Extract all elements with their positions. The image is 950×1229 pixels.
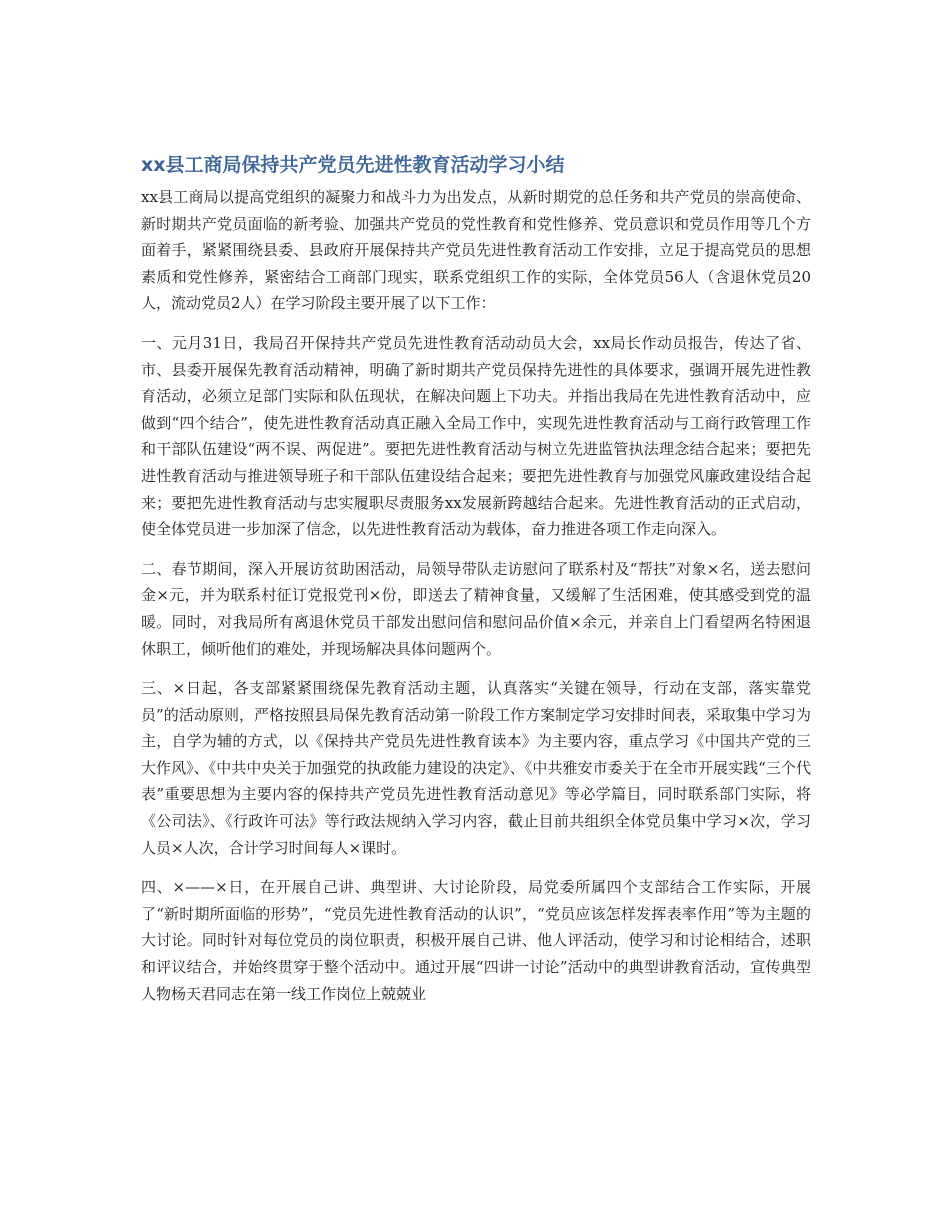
paragraph-section-4: 四、×——×日，在开展自己讲、典型讲、大讨论阶段，局党委所属四个支部结合工作实际，开展了“新时期所面临的形势”，“党员先进性教育活动的认识”，“党员应该怎样发挥表率作用”等为主题的大讨论。同时针对每位党员的岗位职责，积极开展自己讲、他人评活动，使学习和讨论相结合，述职和评议结合，并始终贯穿于整个活动中。通过开展“四讲一讨论”活动中的典型讲教育活动，宣传典型人物杨天君同志在第一线工作岗位上兢兢业 (141, 878, 811, 1003)
paragraph-intro: xx县工商局以提高党组织的凝聚力和战斗力为出发点，从新时期党的总任务和共产党员的崇高使命、新时期共产党员面临的新考验、加强共产党员的党性教育和党性修养、党员意识和党员作用等几个方面着手，紧紧围绕县委、县政府开展保持共产党员先进性教育活动工作安排，立足于提高党员的思想素质和党性修养，紧密结合工商部门现实，联系党组织工作的实际，全体党员56人（含退休党员20人，流动党员2人）在学习阶段主要开展了以下工作： (141, 188, 811, 313)
document-page (141, 150, 811, 1020)
paragraph-section-3: 三、×日起，各支部紧紧围绕保先教育活动主题，认真落实“关键在领导，行动在支部，落实靠党员”的活动原则，严格按照县局保先教育活动第一阶段工作方案制定学习安排时间表，采取集中学习为主，自学为辅的方式，以《保持共产党员先进性教育读本》为主要内容，重点学习《中国共产党的三大作风》、《中共中央关于加强党的执政能力建设的决定》、《中共雅安市委关于在全市开展实践“三个代表”重要思想为主要内容的保持共产党员先进性教育活动意见》等必学篇目，同时联系部门实际，将《公司法》、《行政许可法》等行政法规纳入学习内容，截止目前共组织全体党员集中学习×次，学习人员×人次，合计学习时间每人×课时。 (141, 679, 811, 857)
paragraph-section-2: 二、春节期间，深入开展访贫助困活动，局领导带队走访慰问了联系村及“帮扶”对象×名，送去慰问金×元，并为联系村征订党报党刊×份，即送去了精神食量，又缓解了生活困难，使其感受到党的温暖。同时，对我局所有离退休党员干部发出慰问信和慰问品价值×余元，并亲自上门看望两名特困退休职工，倾听他们的难处，并现场解决具体问题两个。 (141, 559, 811, 658)
document-title: xx县工商局保持共产党员先进性教育活动学习小结 (141, 154, 565, 176)
paragraph-section-1: 一、元月31日，我局召开保持共产党员先进性教育活动动员大会，xx局长作动员报告，传达了省、市、县委开展保先教育活动精神，明确了新时期共产党员保持先进性的具体要求，强调开展先进性教育活动，必须立足部门实际和队伍现状，在解决问题上下功夫。并指出我局在先进性教育活动中，应做到“四个结合”，使先进性教育活动真正融入全局工作中，实现先进性教育活动与工商行政管理工作和干部队伍建设“两不误、两促进”。要把先进性教育活动与树立先进监管执法理念结合起来；要把先进性教育活动与推进领导班子和干部队伍建设结合起来；要把先进性教育与加强党风廉政建设结合起来；要把先进性教育活动与忠实履职尽责服务xx发展新跨越结合起来。先进性教育活动的正式启动，使全体党员进一步加深了信念，以先进性教育活动为载体，奋力推进各项工作走向深入。 (141, 333, 811, 539)
